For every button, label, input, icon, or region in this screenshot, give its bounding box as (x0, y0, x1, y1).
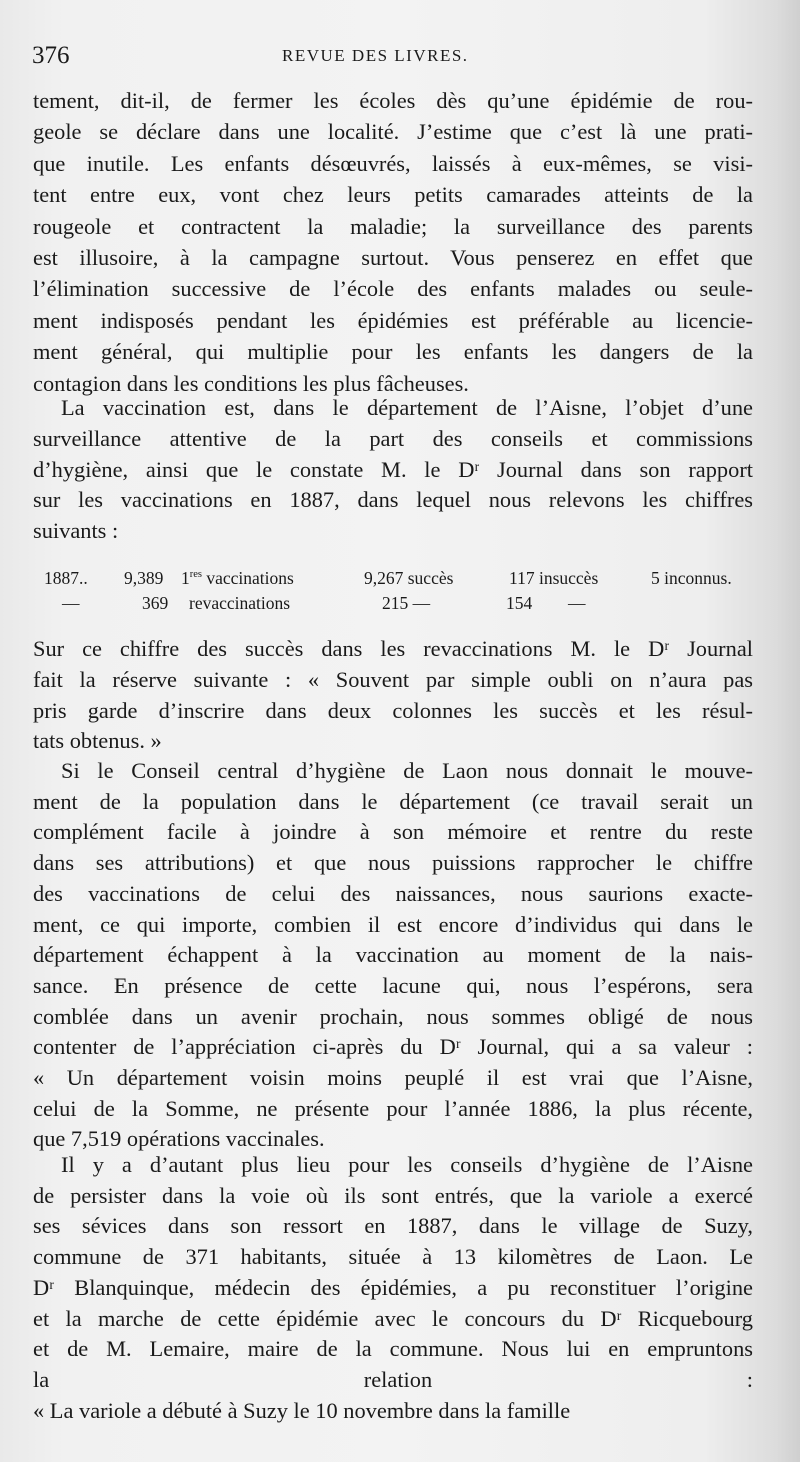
text-line: Sur ce chiffre des succès dans les revaccinations M. le Dʳ Journal (33, 636, 753, 661)
text-line: des vaccinations de celui des naissances, nous saurions exacte- (33, 880, 753, 906)
text-line: Si le Conseil central d’hygiène de Laon nous donnait le mouve- (61, 758, 753, 783)
text-line: fait la réserve suivante : « Souvent par simple oubli on n’aura pas (33, 666, 753, 692)
text-line: que inutile. Les enfants désœuvrés, laissés à eux-mêmes, se visi- (33, 150, 753, 176)
table-kind: 1res vaccinations (181, 568, 294, 588)
text-line: celui de la Somme, ne présente pour l’année 1886, la plus récente, (33, 1095, 753, 1121)
table-success: 9,267 succès (364, 568, 454, 588)
text-line: la relation : (33, 1366, 753, 1392)
text-line: tats obtenus. » (33, 728, 162, 754)
text-line: comblée dans un avenir prochain, nous sommes obligé de nous (33, 1003, 753, 1029)
text-line: La vaccination est, dans le département de l’Aisne, l’objet d’une (61, 395, 753, 420)
text-line: suivants : (33, 518, 119, 544)
text-line: complément facile à joindre à son mémoire et rentre du reste (33, 819, 753, 845)
table-year: 1887.. (44, 568, 88, 588)
text-line: surveillance attentive de la part des conseils et commissions (33, 425, 753, 451)
text-line: rougeole et contractent la maladie; la surveillance des parents (33, 213, 753, 239)
text-line: commune de 371 habitants, située à 13 kilomètres de Laon. Le (33, 1244, 753, 1270)
table-failure: 154 (506, 593, 533, 613)
text-line: département échappent à la vaccination au moment de la nais- (33, 942, 753, 968)
page-number: 376 (32, 42, 70, 69)
text-line: ment, ce qui importe, combien il est encore d’individus qui dans le (33, 911, 753, 937)
table-row (44, 568, 754, 592)
text-line: sur les vaccinations en 1887, dans lequel nous relevons les chiffres (33, 487, 753, 513)
table-success: 215 — (382, 593, 431, 613)
text-line: ment général, qui multiplie pour les enfants les dangers de la (33, 339, 753, 365)
table-kind: revaccinations (189, 593, 291, 613)
table-unknown: — (568, 593, 586, 613)
text-line: d’hygiène, ainsi que le constate M. le Dʳ Journal dans son rapport (33, 456, 753, 482)
table-count: 9,389 (124, 568, 164, 588)
text-line: ses sévices dans son ressort en 1887, dans le village de Suzy, (33, 1213, 753, 1239)
running-head: REVUE DES LIVRES. (282, 46, 469, 65)
text-line: et de M. Lemaire, maire de la commune. Nous lui en empruntons (33, 1336, 753, 1362)
table-count: 369 (142, 593, 169, 613)
text-line: « Un département voisin moins peuplé il est vrai que l’Aisne, (33, 1065, 753, 1090)
text-line: est illusoire, à la campagne surtout. Vous penserez en effet que (33, 245, 753, 270)
text-line: contagion dans les conditions les plus fâcheuses. (33, 370, 469, 396)
text-line: que 7,519 opérations vaccinales. (33, 1126, 325, 1152)
table-failure: 117 insuccès (509, 568, 599, 588)
text-line: ment indisposés pendant les épidémies est préférable au licencie- (33, 307, 753, 333)
page-header (32, 38, 752, 74)
text-line: ment de la population dans le département (ce travail serait un (33, 788, 753, 814)
text-line: contenter de l’appréciation ci-après du Dʳ Journal, qui a sa valeur : (33, 1034, 753, 1060)
text-line: Il y a d’autant plus lieu pour les conseils d’hygiène de l’Aisne (61, 1152, 753, 1177)
text-line: tent entre eux, vont chez leurs petits camarades atteints de la (33, 182, 753, 208)
text-line: sance. En présence de cette lacune qui, nous l’espérons, sera (33, 972, 753, 998)
text-line: l’élimination successive de l’école des enfants malades ou seule- (33, 276, 753, 302)
text-line: tement, dit-il, de fermer les écoles dès qu’une épidémie de rou- (33, 88, 753, 113)
text-line: Dʳ Blanquinque, médecin des épidémies, a pu reconstituer l’origine (33, 1274, 753, 1300)
text-line: « La variole a débuté à Suzy le 10 novembre dans la famille (33, 1397, 571, 1423)
text-line: dans ses attributions) et que nous puissions rapprocher le chiffre (33, 850, 753, 876)
table-year: — (62, 593, 80, 613)
table-unknown: 5 inconnus. (651, 568, 732, 588)
text-line: et la marche de cette épidémie avec le concours du Dʳ Ricquebourg (33, 1305, 753, 1331)
text-line: geole se déclare dans une localité. J’estime que c’est là une prati- (33, 119, 753, 145)
text-line: pris garde d’inscrire dans deux colonnes les succès et les résul- (33, 697, 753, 723)
text-line: de persister dans la voie où ils sont entrés, que la variole a exercé (33, 1182, 753, 1208)
table-row (44, 593, 754, 617)
